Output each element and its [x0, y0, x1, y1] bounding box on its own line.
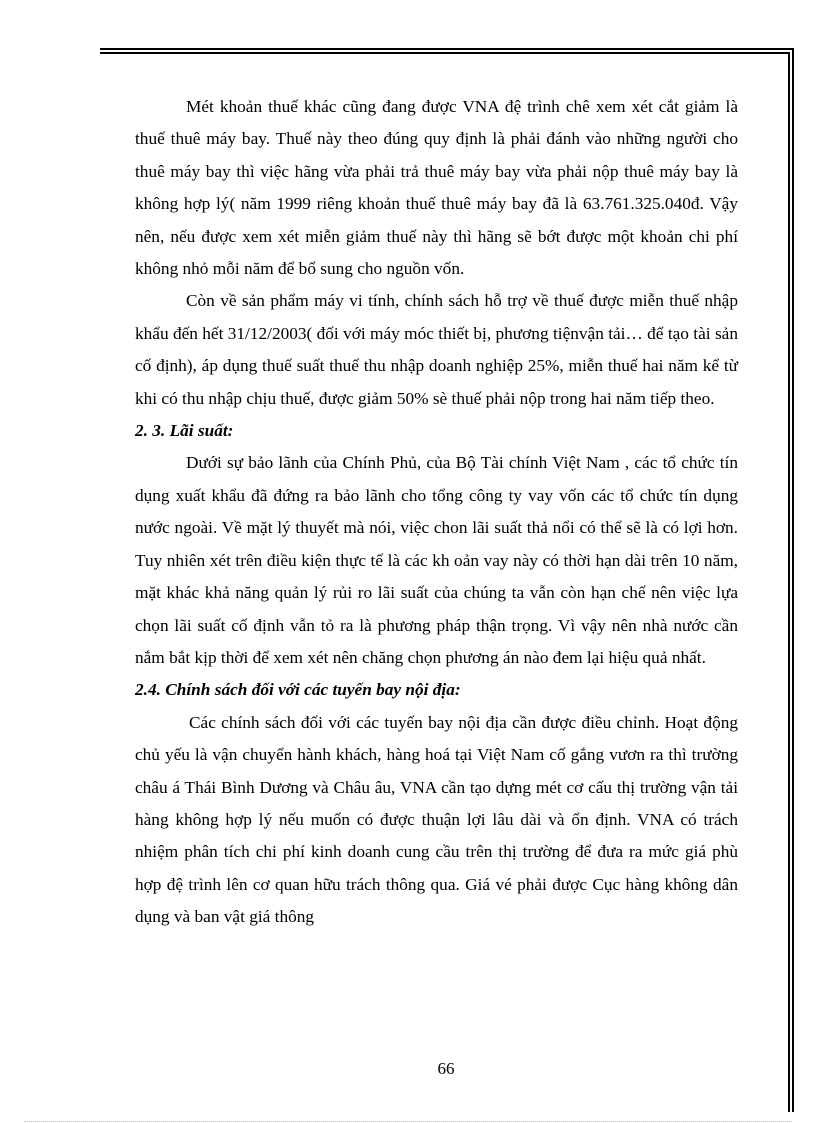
paragraph-domestic-routes: Các chính sách đối với các tuyến bay nội địa cần được điều chỉnh. Hoạt động chủ yếu là vận chuyển hành khách, hàng hoá tại Việt Nam cố gắng vươn ra thì trường châu á Thái Bình Dương và Châu âu, VNA cần tạo dựng mét cơ cấu thị trường vận tải hàng không hợp lý nếu muốn có được thuận lợi lâu dài và ổn định. VNA có trách nhiệm phân tích chi phí kinh doanh cung cầu trên thị trường để đưa ra mức giá phù hợp đệ trình lên cơ quan hữu trách thông qua. Giá vé phải được Cục hàng không dân dụng và ban vật giá thông: [135, 712, 738, 927]
document-body: [135, 91, 738, 934]
heading-domestic-routes: 2.4. Chính sách đối với các tuyến bay nội địa:: [135, 680, 461, 700]
paragraph-interest-rate: Dưới sự bảo lãnh của Chính Phủ, của Bộ Tài chính Việt Nam , các tổ chức tín dụng xuất khẩu đã đứng ra bảo lãnh cho tổng công ty vay vốn các tổ chức tín dụng nước ngoài. Về mặt lý thuyết mà nói, việc chon lãi suất thả nổi có thể sẽ là có lợi hơn. Tuy nhiên xét trên điều kiện thực tế là các kh oản vay này có thời hạn dài trên 10 năm, mặt khác khả năng quản lý rủi ro lãi suất của chúng ta vẫn còn hạn chế nên việc lựa chọn lãi suất cố định vẫn tỏ ra là phương pháp thận trọng. Vì vậy nên nhà nước cần nắm bắt kịp thời để xem xét nên chăng chọn phương án nào đem lại hiệu quả nhất.: [135, 453, 738, 667]
heading-interest-rate: 2. 3. Lãi suất:: [135, 421, 234, 441]
page-separator: [24, 1121, 792, 1122]
paragraph-aircraft-lease-tax: Mét khoản thuế khác cũng đang được VNA đệ trình chê xem xét cắt giảm là thuế thuê máy bay. Thuế này theo đúng quy định là phải đánh vào những người cho thuê máy bay thì việc hãng vừa phải trả thuê máy bay vừa phải nộp thuê máy bay là không hợp lý( năm 1999 riêng khoản thuế thuê máy bay đã là 63.761.325.040đ. Vậy nên, nếu được xem xét miễn giảm thuế này thì hãng sẽ bớt được một khoản chi phí không nhỏ mỗi năm để bổ sung cho nguồn vốn.: [135, 97, 738, 279]
page-number: 66: [437, 1059, 455, 1078]
paragraph-computer-products-tax: Còn về sản phẩm máy vi tính, chính sách hỗ trợ về thuế được miễn thuế nhập khẩu đến hết 31/12/2003( đối với máy móc thiết bị, phương tiệnvận tải… để tạo tài sản cố định), áp dụng thuế suất thuế thu nhập doanh nghiệp 25%, miễn thuế hai năm kể từ khi có thu nhập chịu thuế, được giảm 50% sè thuế phải nộp trong hai năm tiếp theo.: [135, 291, 738, 408]
